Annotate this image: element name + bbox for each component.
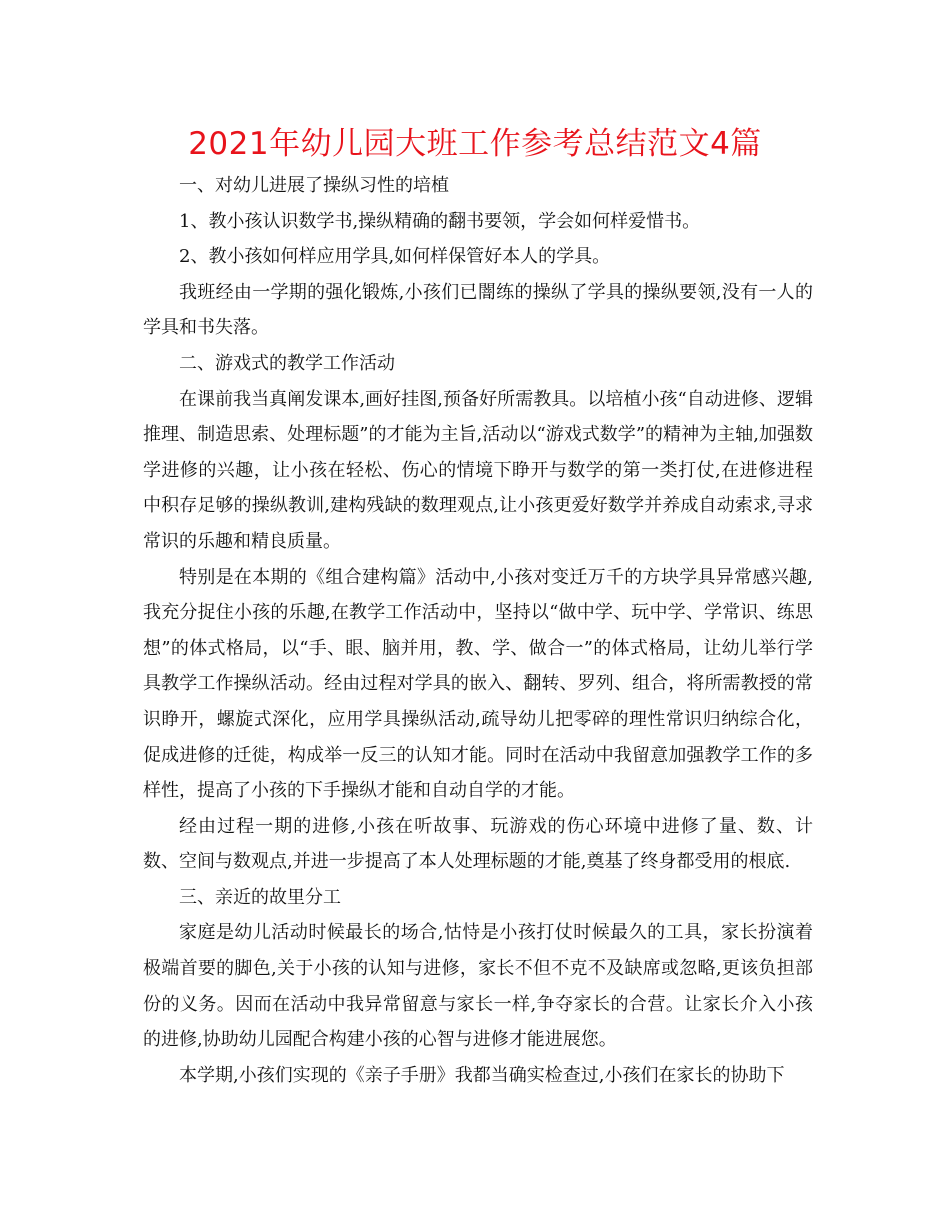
document-body xyxy=(143,168,813,1093)
paragraph: 经由过程一期的进修,小孩在听故事、玩游戏的伤心环境中进修了量、数、计数、空间与数观点,并进一步提高了本人处理标题的才能,奠基了终身都受用的根底. xyxy=(143,815,813,873)
paragraph-item-2: 2、教小孩如何样应用学具,如何样保管好本人的学具。 xyxy=(179,246,611,268)
paragraph: 特别是在本期的《组合建构篇》活动中,小孩对变迁万千的方块学具异常感兴趣,我充分捉住小孩的乐趣,在教学工作活动中，坚持以“做中学、玩中学、学常识、练思想”的体式格局，以“手、眼、脑并用，教、学、做合一”的体式格局，让幼儿举行学具教学工作操纵活动。经由过程对学具的嵌入、翻转、罗列、组合，将所需教授的常识睁开，螺旋式深化，应用学具操纵活动,疏导幼儿把零碎的理性常识归纳综合化，促成进修的迁徙，构成举一反三的认知才能。同时在活动中我留意加强教学工作的多样性，提高了小孩的下手操纵才能和自动自学的才能。 xyxy=(143,566,813,802)
paragraph: 我班经由一学期的强化锻炼,小孩们已闇练的操纵了学具的操纵要领,没有一人的学具和书失落。 xyxy=(143,281,813,339)
section-heading-2: 二、游戏式的教学工作活动 xyxy=(179,352,395,374)
section-heading-3: 三、亲近的故里分工 xyxy=(179,886,341,908)
paragraph: 在课前我当真阐发课本,画好挂图,预备好所需教具。以培植小孩“自动进修、逻辑推理、制造思索、处理标题”的才能为主旨,活动以“游戏式数学”的精神为主轴,加强数学进修的兴趣，让小孩在轻松、伤心的情境下睁开与数学的第一类打仗,在进修进程中积存足够的操纵教训,建构残缺的数理观点,让小孩更爱好数学并养成自动索求,寻求常识的乐趣和精良质量。 xyxy=(143,388,813,552)
paragraph: 本学期,小孩们实现的《亲子手册》我都当确实检查过,小孩们在家长的协助下 xyxy=(179,1064,785,1086)
paragraph: 家庭是幼儿活动时候最长的场合,怙恃是小孩打仗时候最久的工具，家长扮演着极端首要的脚色,关于小孩的认知与进修，家长不但不克不及缺席或忽略,更该负担部份的义务。因而在活动中我异常留意与家长一样,争夺家长的合营。让家长介入小孩的进修,协助幼儿园配合构建小孩的心智与进修才能进展您。 xyxy=(143,922,813,1051)
section-heading-1: 一、对幼儿进展了操纵习性的培植 xyxy=(179,175,449,196)
document-title: 2021年幼儿园大班工作参考总结范文4篇 xyxy=(188,126,762,162)
paragraph-item-1: 1、教小孩认识数学书,操纵精确的翻书要领，学会如何样爱惜书。 xyxy=(179,210,701,232)
